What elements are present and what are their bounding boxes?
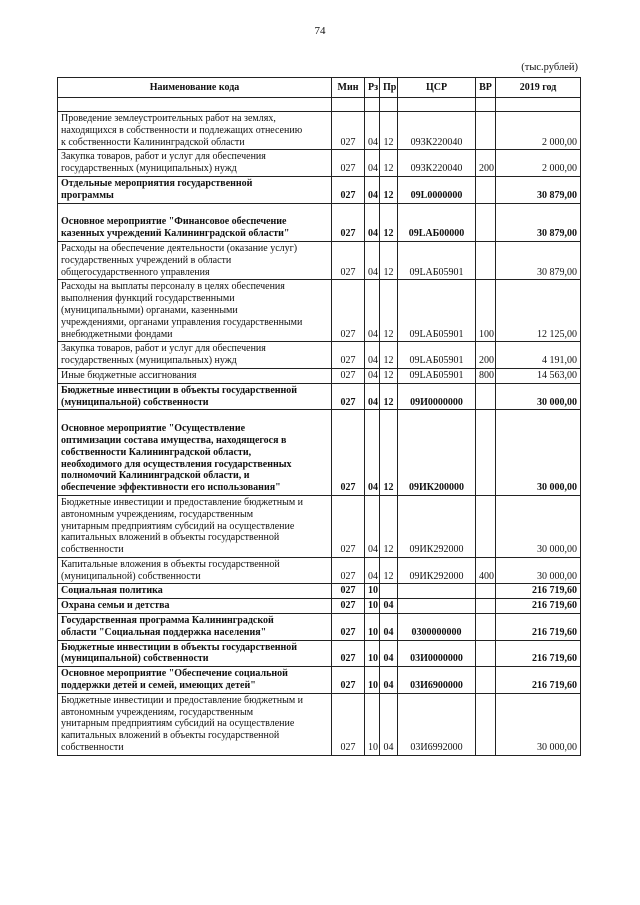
- row-csr: 09L0000000: [398, 176, 476, 203]
- row-amount: [496, 98, 581, 112]
- row-name: Основное мероприятие "Осуществление оптимизации состава имущества, находящегося в собственности Калининградской области, необходимого для осуществления государственных полномочий Калининградской области, и обеспечение эффективности его использования": [58, 410, 332, 496]
- row-min: 027: [332, 176, 365, 203]
- row-name: Бюджетные инвестиции в объекты государственной (муниципальной) собственности: [58, 383, 332, 410]
- header-vr: ВР: [476, 78, 496, 98]
- row-name: Бюджетные инвестиции и предоставление бюджетным и автономным учреждениям, государственным унитарным предприятиям субсидий на осуществление капитальных вложений в объекты государственной собственности: [58, 693, 332, 755]
- row-csr: 03И6992000: [398, 693, 476, 755]
- row-amount: 14 563,00: [496, 368, 581, 383]
- row-vr: 400: [476, 557, 496, 584]
- table-row: [58, 584, 581, 599]
- row-amount: 4 191,00: [496, 342, 581, 369]
- row-min: 027: [332, 241, 365, 279]
- table-row: [58, 640, 581, 667]
- header-year: 2019 год: [496, 78, 581, 98]
- row-vr: [476, 599, 496, 614]
- row-min: 027: [332, 693, 365, 755]
- row-csr: [398, 599, 476, 614]
- row-name: Государственная программа Калининградской области "Социальная поддержка населения": [58, 614, 332, 641]
- row-amount: 30 879,00: [496, 176, 581, 203]
- row-name: Закупка товаров, работ и услуг для обеспечения государственных (муниципальных) нужд: [58, 342, 332, 369]
- table-row: [58, 112, 581, 150]
- row-vr: [476, 410, 496, 496]
- row-csr: 09ИК292000: [398, 495, 476, 557]
- table-row: [58, 599, 581, 614]
- row-amount: 216 719,60: [496, 667, 581, 694]
- row-csr: 09И0000000: [398, 383, 476, 410]
- table-row: [58, 241, 581, 279]
- row-csr: 03И6900000: [398, 667, 476, 694]
- row-rz: 10: [365, 667, 380, 694]
- row-name: Иные бюджетные ассигнования: [58, 368, 332, 383]
- row-vr: 200: [476, 342, 496, 369]
- row-vr: [476, 203, 496, 241]
- row-vr: [476, 383, 496, 410]
- row-vr: [476, 176, 496, 203]
- row-name: [58, 98, 332, 112]
- row-csr: 09ИК292000: [398, 557, 476, 584]
- row-amount: 30 879,00: [496, 241, 581, 279]
- table-row: [58, 495, 581, 557]
- row-rz: 04: [365, 495, 380, 557]
- row-rz: 04: [365, 150, 380, 177]
- row-vr: 200: [476, 150, 496, 177]
- row-rz: 10: [365, 614, 380, 641]
- table-row: [58, 203, 581, 241]
- row-vr: [476, 241, 496, 279]
- row-name: Основное мероприятие "Обеспечение социальной поддержки детей и семей, имеющих детей": [58, 667, 332, 694]
- row-vr: [476, 667, 496, 694]
- row-amount: 30 000,00: [496, 693, 581, 755]
- row-rz: 10: [365, 693, 380, 755]
- row-csr: 09ИК200000: [398, 410, 476, 496]
- row-name: Основное мероприятие "Финансовое обеспечение казенных учреждений Калининградской области": [58, 203, 332, 241]
- row-min: 027: [332, 584, 365, 599]
- row-rz: 04: [365, 383, 380, 410]
- row-amount: 12 125,00: [496, 280, 581, 342]
- row-rz: 04: [365, 342, 380, 369]
- row-amount: 2 000,00: [496, 112, 581, 150]
- row-csr: [398, 584, 476, 599]
- row-name: Отдельные мероприятия государственной программы: [58, 176, 332, 203]
- budget-table: [57, 77, 581, 756]
- row-min: 027: [332, 495, 365, 557]
- row-min: 027: [332, 557, 365, 584]
- row-pr: 12: [380, 280, 398, 342]
- row-pr: 12: [380, 495, 398, 557]
- row-min: 027: [332, 112, 365, 150]
- row-rz: 04: [365, 368, 380, 383]
- header-csr: ЦСР: [398, 78, 476, 98]
- table-row: [58, 693, 581, 755]
- row-pr: 12: [380, 410, 398, 496]
- row-rz: 04: [365, 557, 380, 584]
- row-pr: 12: [380, 176, 398, 203]
- row-vr: 100: [476, 280, 496, 342]
- row-name: Закупка товаров, работ и услуг для обеспечения государственных (муниципальных) нужд: [58, 150, 332, 177]
- row-name: Проведение землеустроительных работ на землях, находящихся в собственности и подлежащих отнесению к собственности Калининградской области: [58, 112, 332, 150]
- row-vr: [476, 98, 496, 112]
- row-vr: [476, 584, 496, 599]
- table-row: [58, 176, 581, 203]
- row-min: 027: [332, 614, 365, 641]
- units-label: (тыс.рублей): [521, 62, 578, 73]
- header-name: Наименование кода: [58, 78, 332, 98]
- row-pr: 12: [380, 112, 398, 150]
- row-pr: [380, 98, 398, 112]
- row-pr: 04: [380, 614, 398, 641]
- row-min: 027: [332, 342, 365, 369]
- row-pr: 04: [380, 667, 398, 694]
- row-min: 027: [332, 280, 365, 342]
- row-vr: [476, 112, 496, 150]
- table-row: [58, 614, 581, 641]
- row-pr: [380, 584, 398, 599]
- row-amount: 30 000,00: [496, 557, 581, 584]
- row-pr: 12: [380, 383, 398, 410]
- row-rz: 04: [365, 176, 380, 203]
- row-amount: 216 719,60: [496, 584, 581, 599]
- table-row: [58, 150, 581, 177]
- row-min: [332, 98, 365, 112]
- row-csr: 03И0000000: [398, 640, 476, 667]
- row-name: Расходы на выплаты персоналу в целях обеспечения выполнения функций государственными (муниципальными) органами, казенными учреждениями, органами управления государственными внебюджетными фондами: [58, 280, 332, 342]
- row-amount: 216 719,60: [496, 614, 581, 641]
- row-csr: 09LАБ05901: [398, 280, 476, 342]
- page-number: 74: [314, 25, 326, 37]
- table-row: [58, 383, 581, 410]
- row-pr: 12: [380, 368, 398, 383]
- row-vr: [476, 640, 496, 667]
- row-vr: [476, 693, 496, 755]
- header-rz: Рз: [365, 78, 380, 98]
- table-row: [58, 410, 581, 496]
- row-rz: 04: [365, 241, 380, 279]
- row-pr: 04: [380, 599, 398, 614]
- row-name: Бюджетные инвестиции в объекты государственной (муниципальной) собственности: [58, 640, 332, 667]
- row-name: Охрана семьи и детства: [58, 599, 332, 614]
- row-min: 027: [332, 383, 365, 410]
- row-name: Капитальные вложения в объекты государственной (муниципальной) собственности: [58, 557, 332, 584]
- table-row: [58, 98, 581, 112]
- row-csr: 093К220040: [398, 150, 476, 177]
- row-rz: 10: [365, 640, 380, 667]
- table-row: [58, 667, 581, 694]
- row-pr: 04: [380, 693, 398, 755]
- row-csr: 093К220040: [398, 112, 476, 150]
- row-csr: 09LАБ05901: [398, 241, 476, 279]
- row-csr: 0300000000: [398, 614, 476, 641]
- row-amount: 216 719,60: [496, 640, 581, 667]
- row-pr: 04: [380, 640, 398, 667]
- row-rz: 04: [365, 280, 380, 342]
- row-min: 027: [332, 640, 365, 667]
- table-row: [58, 280, 581, 342]
- header-pr: Пр: [380, 78, 398, 98]
- row-amount: 30 000,00: [496, 495, 581, 557]
- row-pr: 12: [380, 557, 398, 584]
- row-amount: 30 000,00: [496, 410, 581, 496]
- row-pr: 12: [380, 342, 398, 369]
- row-rz: 04: [365, 203, 380, 241]
- row-csr: 09LАБ05901: [398, 368, 476, 383]
- row-vr: 800: [476, 368, 496, 383]
- row-amount: 2 000,00: [496, 150, 581, 177]
- table-row: [58, 342, 581, 369]
- row-min: 027: [332, 150, 365, 177]
- row-min: 027: [332, 368, 365, 383]
- row-vr: [476, 495, 496, 557]
- row-min: 027: [332, 667, 365, 694]
- row-name: Расходы на обеспечение деятельности (оказание услуг) государственных учреждений в области общегосударственного управления: [58, 241, 332, 279]
- row-pr: 12: [380, 150, 398, 177]
- row-amount: 216 719,60: [496, 599, 581, 614]
- row-rz: 04: [365, 112, 380, 150]
- row-csr: [398, 98, 476, 112]
- row-csr: 09LАБ05901: [398, 342, 476, 369]
- row-vr: [476, 614, 496, 641]
- table-row: [58, 368, 581, 383]
- table-header-row: [58, 78, 581, 98]
- row-rz: 10: [365, 584, 380, 599]
- row-csr: 09LАБ00000: [398, 203, 476, 241]
- row-pr: 12: [380, 241, 398, 279]
- row-pr: 12: [380, 203, 398, 241]
- row-rz: 04: [365, 410, 380, 496]
- row-amount: 30 000,00: [496, 383, 581, 410]
- header-min: Мин: [332, 78, 365, 98]
- row-min: 027: [332, 203, 365, 241]
- table-row: [58, 557, 581, 584]
- row-min: 027: [332, 410, 365, 496]
- row-rz: 10: [365, 599, 380, 614]
- row-name: Социальная политика: [58, 584, 332, 599]
- row-rz: [365, 98, 380, 112]
- row-amount: 30 879,00: [496, 203, 581, 241]
- row-name: Бюджетные инвестиции и предоставление бюджетным и автономным учреждениям, государственным унитарным предприятиям субсидий на осуществление капитальных вложений в объекты государственной собственности: [58, 495, 332, 557]
- row-min: 027: [332, 599, 365, 614]
